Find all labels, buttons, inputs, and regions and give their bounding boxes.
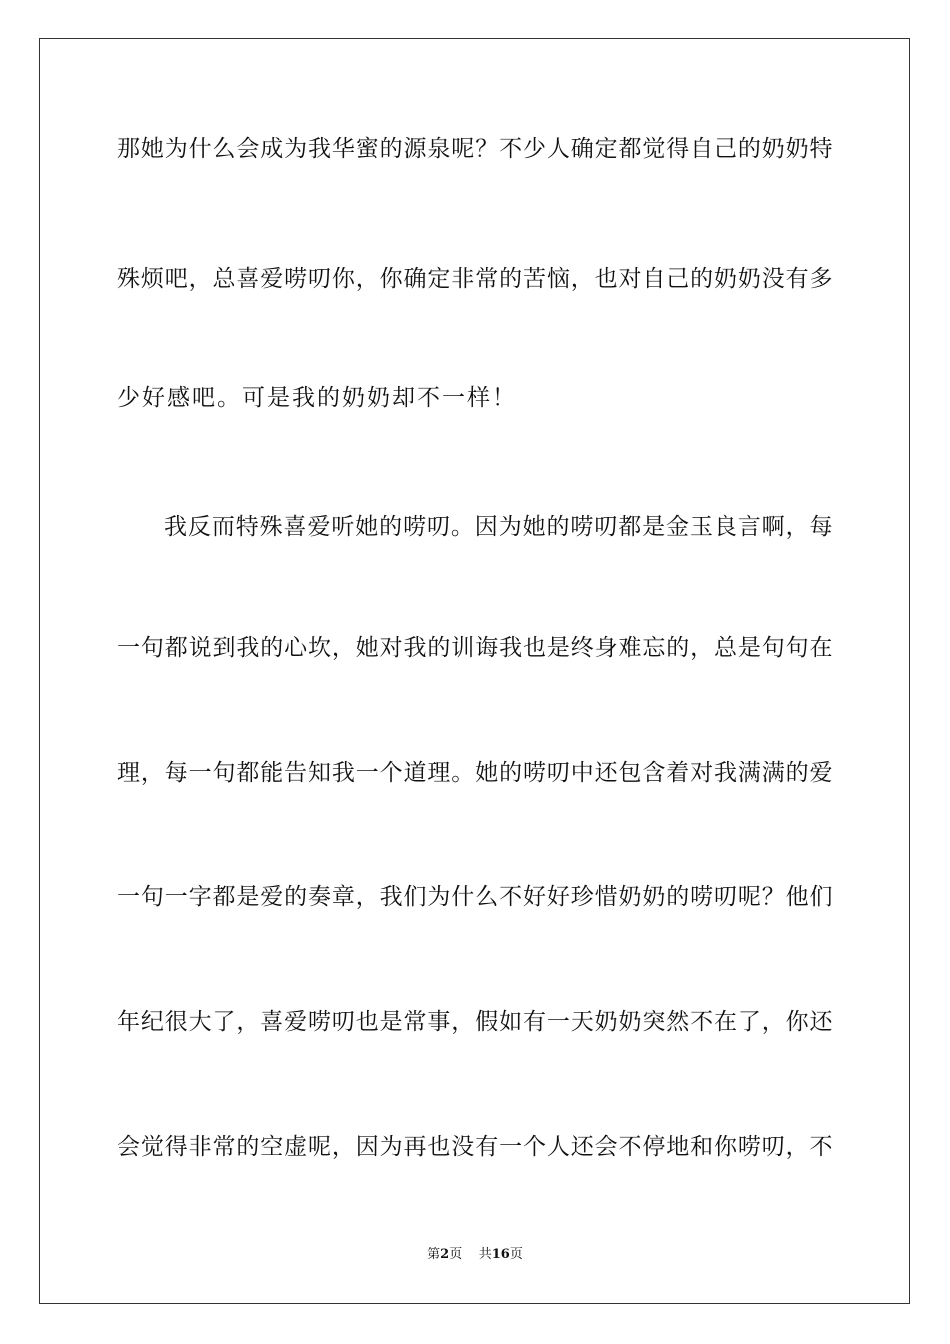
- body-text-line-7: 一句一字都是爱的奏章，我们为什么不好好珍惜奶奶的唠叨呢？他们: [117, 884, 833, 910]
- body-text-line-6: 理，每一句都能告知我一个道理。她的唠叨中还包含着对我满满的爱: [117, 760, 833, 786]
- page-frame: [39, 38, 910, 1304]
- body-text-line-5: 一句都说到我的心坎，她对我的训诲我也是终身难忘的，总是句句在: [117, 635, 833, 661]
- body-text-line-3: 少好感吧。可是我的奶奶却不一样！: [117, 385, 517, 411]
- footer-page-prefix: 第: [427, 1247, 441, 1262]
- body-text-line-2: 殊烦吧，总喜爱唠叨你，你确定非常的苦恼，也对自己的奶奶没有多: [117, 266, 833, 292]
- footer-page-suffix: 页: [449, 1247, 463, 1262]
- footer-total-prefix: 共: [478, 1247, 492, 1262]
- footer-total-pages: 16: [491, 1247, 510, 1262]
- footer-total-suffix: 页: [509, 1247, 523, 1262]
- body-text-line-1: 那她为什么会成为我华蜜的源泉呢？不少人确定都觉得自己的奶奶特: [117, 136, 833, 162]
- body-text-line-4: 我反而特殊喜爱听她的唠叨。因为她的唠叨都是金玉良言啊，每: [164, 514, 833, 540]
- body-text-line-9: 会觉得非常的空虚呢，因为再也没有一个人还会不停地和你唠叨，不: [117, 1134, 833, 1160]
- body-text-line-8: 年纪很大了，喜爱唠叨也是常事，假如有一天奶奶突然不在了，你还: [117, 1009, 833, 1035]
- footer-page-number: 2: [440, 1247, 450, 1262]
- page-footer: [0, 1246, 950, 1264]
